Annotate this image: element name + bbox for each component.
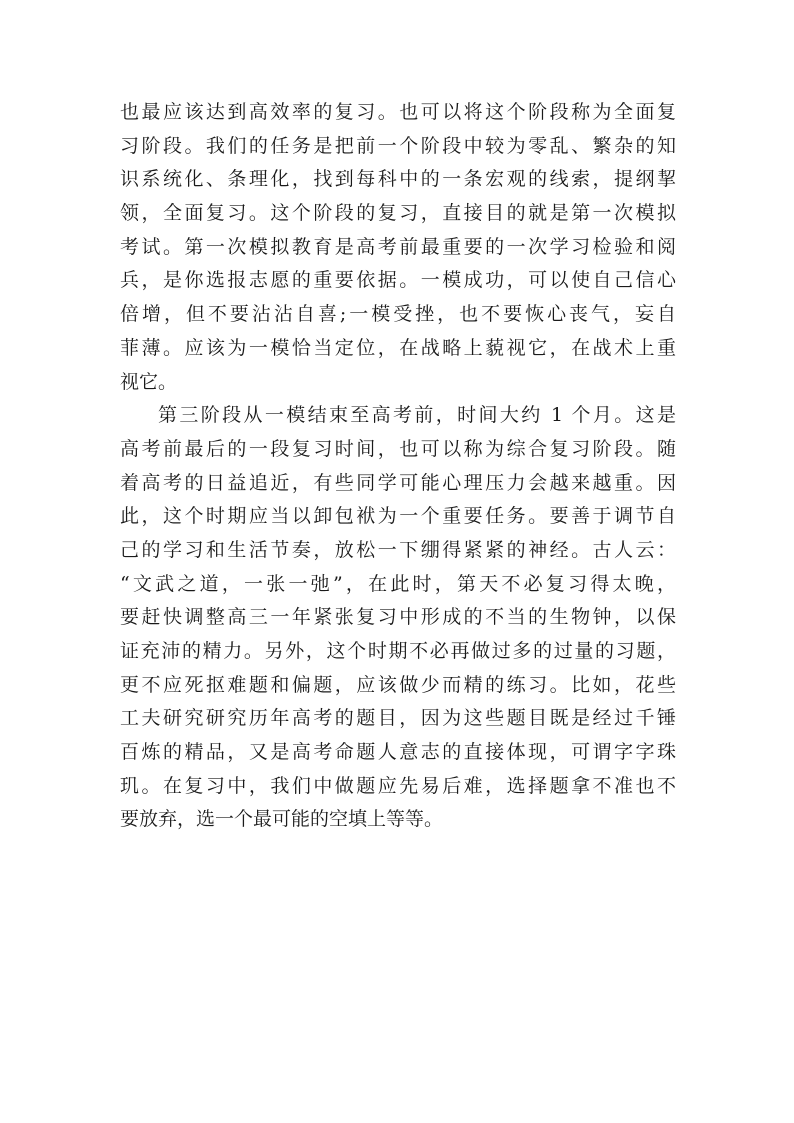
text-line: 百炼的精品，又是高考命题人意志的直接体现，可谓字字珠 <box>120 741 676 764</box>
text-line: 工夫研究研究历年高考的题目，因为这些题目既是经过千锤 <box>120 707 676 730</box>
text-line: “文武之道，一张一弛”，在此时，第天不必复习得太晚， <box>120 572 676 595</box>
text-line: 证充沛的精力。另外，这个时期不必再做过多的过量的习题， <box>120 640 676 662</box>
text-line: 高考前最后的一段复习时间，也可以称为综合复习阶段。随 <box>120 437 676 460</box>
text-line: 要放弃，选一个最可能的空填上等等。 <box>120 808 444 831</box>
text-line: 考试。第一次模拟教育是高考前最重要的一次学习检验和阅 <box>120 235 676 258</box>
text-line: 更不应死抠难题和偏题，应该做少而精的练习。比如，花些 <box>120 673 676 696</box>
text-line: 视它。 <box>120 370 178 393</box>
text-line: 倍增，但不要沾沾自喜;一模受挫，也不要恢心丧气，妄自 <box>120 303 676 326</box>
text-line: 此，这个时期应当以卸包袱为一个重要任务。要善于调节自 <box>120 505 676 528</box>
text-line: 也最应该达到高效率的复习。也可以将这个阶段称为全面复 <box>120 101 676 123</box>
text-line: 兵，是你选报志愿的重要依据。一模成功，可以使自己信心 <box>120 269 676 292</box>
document-body <box>120 96 676 837</box>
text-line: 识系统化、条理化，找到每科中的一条宏观的线索，提纲挈 <box>120 168 676 191</box>
text-line: 菲薄。应该为一模恰当定位，在战略上藐视它，在战术上重 <box>120 336 676 359</box>
text-line: 要赶快调整高三一年紧张复习中形成的不当的生物钟，以保 <box>120 606 676 629</box>
text-line: 领，全面复习。这个阶段的复习，直接目的就是第一次模拟 <box>120 202 676 225</box>
text-line: 玑。在复习中，我们中做题应先易后难，选择题拿不准也不 <box>120 774 676 797</box>
paragraph-2 <box>120 399 676 837</box>
paragraph-1 <box>120 96 676 399</box>
text-line: 己的学习和生活节奏，放松一下绷得紧紧的神经。古人云： <box>120 538 676 561</box>
text-line: 习阶段。我们的任务是把前一个阶段中较为零乱、繁杂的知 <box>120 134 676 157</box>
text-line: 着高考的日益追近，有些同学可能心理压力会越来越重。因 <box>120 471 676 494</box>
text-line: 第三阶段从一模结束至高考前，时间大约 1 个月。这是 <box>158 404 676 427</box>
